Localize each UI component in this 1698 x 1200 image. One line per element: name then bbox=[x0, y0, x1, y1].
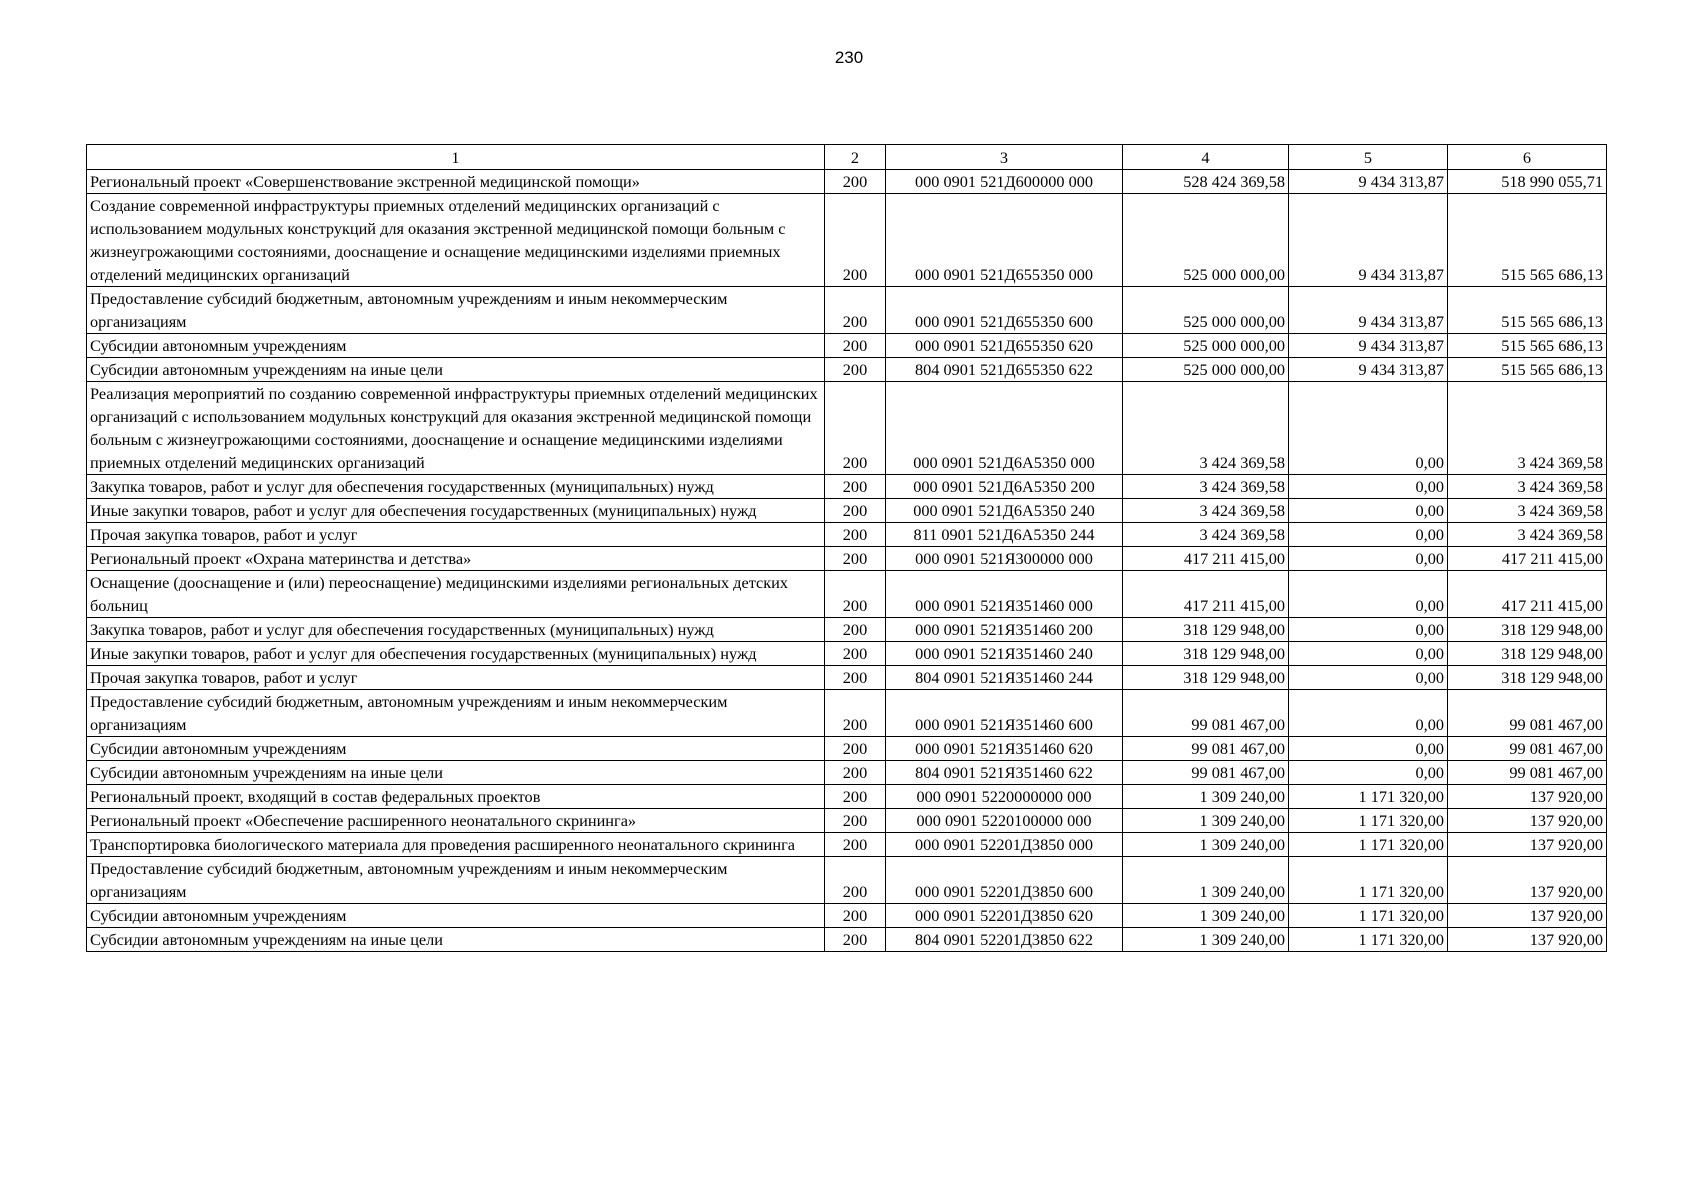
table-row bbox=[87, 737, 1607, 761]
row-code: 000 0901 521Д6А5350 000 bbox=[886, 382, 1123, 475]
table-row bbox=[87, 761, 1607, 785]
table-row bbox=[87, 618, 1607, 642]
column-header: 1 bbox=[87, 145, 825, 170]
row-value-4: 417 211 415,00 bbox=[1123, 571, 1289, 618]
row-value-5: 9 434 313,87 bbox=[1289, 287, 1448, 334]
table-row bbox=[87, 928, 1607, 952]
row-value-5: 1 171 320,00 bbox=[1289, 904, 1448, 928]
row-value-5: 9 434 313,87 bbox=[1289, 334, 1448, 358]
row-value-6: 137 920,00 bbox=[1448, 785, 1607, 809]
row-value-6: 3 424 369,58 bbox=[1448, 499, 1607, 523]
row-gr: 200 bbox=[825, 785, 886, 809]
row-value-5: 0,00 bbox=[1289, 475, 1448, 499]
row-gr: 200 bbox=[825, 571, 886, 618]
row-name: Предоставление субсидий бюджетным, автономным учреждениям и иным некоммерческим организациям bbox=[87, 287, 825, 334]
row-code: 811 0901 521Д6А5350 244 bbox=[886, 523, 1123, 547]
column-header: 5 bbox=[1289, 145, 1448, 170]
row-gr: 200 bbox=[825, 809, 886, 833]
row-value-6: 137 920,00 bbox=[1448, 809, 1607, 833]
row-gr: 200 bbox=[825, 287, 886, 334]
row-gr: 200 bbox=[825, 382, 886, 475]
row-value-5: 9 434 313,87 bbox=[1289, 194, 1448, 287]
row-code: 000 0901 521Д655350 000 bbox=[886, 194, 1123, 287]
row-gr: 200 bbox=[825, 761, 886, 785]
row-gr: 200 bbox=[825, 737, 886, 761]
row-value-5: 0,00 bbox=[1289, 761, 1448, 785]
row-value-4: 99 081 467,00 bbox=[1123, 761, 1289, 785]
row-code: 000 0901 521Д6А5350 200 bbox=[886, 475, 1123, 499]
table-row bbox=[87, 194, 1607, 287]
row-gr: 200 bbox=[825, 523, 886, 547]
row-value-5: 0,00 bbox=[1289, 737, 1448, 761]
row-code: 000 0901 521Д655350 620 bbox=[886, 334, 1123, 358]
row-value-4: 525 000 000,00 bbox=[1123, 358, 1289, 382]
row-gr: 200 bbox=[825, 904, 886, 928]
row-name: Региональный проект «Охрана материнства и детства» bbox=[87, 547, 825, 571]
row-code: 000 0901 5220100000 000 bbox=[886, 809, 1123, 833]
row-name: Закупка товаров, работ и услуг для обеспечения государственных (муниципальных) нужд bbox=[87, 475, 825, 499]
row-value-4: 3 424 369,58 bbox=[1123, 382, 1289, 475]
row-value-5: 1 171 320,00 bbox=[1289, 857, 1448, 904]
row-value-4: 1 309 240,00 bbox=[1123, 809, 1289, 833]
row-value-6: 318 129 948,00 bbox=[1448, 642, 1607, 666]
row-value-4: 1 309 240,00 bbox=[1123, 928, 1289, 952]
table-row bbox=[87, 523, 1607, 547]
row-value-4: 525 000 000,00 bbox=[1123, 334, 1289, 358]
row-value-4: 318 129 948,00 bbox=[1123, 642, 1289, 666]
row-value-5: 1 171 320,00 bbox=[1289, 785, 1448, 809]
row-code: 000 0901 521Д6А5350 240 bbox=[886, 499, 1123, 523]
table-row bbox=[87, 809, 1607, 833]
row-value-4: 318 129 948,00 bbox=[1123, 666, 1289, 690]
row-gr: 200 bbox=[825, 618, 886, 642]
row-name: Субсидии автономным учреждениям bbox=[87, 737, 825, 761]
row-name: Оснащение (дооснащение и (или) переоснащение) медицинскими изделиями региональных детских больниц bbox=[87, 571, 825, 618]
table-row bbox=[87, 334, 1607, 358]
row-value-5: 0,00 bbox=[1289, 523, 1448, 547]
row-code: 000 0901 521Я351460 240 bbox=[886, 642, 1123, 666]
row-value-4: 318 129 948,00 bbox=[1123, 618, 1289, 642]
row-value-4: 417 211 415,00 bbox=[1123, 547, 1289, 571]
row-name: Иные закупки товаров, работ и услуг для обеспечения государственных (муниципальных) нужд bbox=[87, 642, 825, 666]
row-code: 804 0901 521Д655350 622 bbox=[886, 358, 1123, 382]
column-header: 3 bbox=[886, 145, 1123, 170]
row-gr: 200 bbox=[825, 666, 886, 690]
row-code: 000 0901 521Я351460 000 bbox=[886, 571, 1123, 618]
row-name: Прочая закупка товаров, работ и услуг bbox=[87, 523, 825, 547]
row-value-6: 515 565 686,13 bbox=[1448, 287, 1607, 334]
row-gr: 200 bbox=[825, 857, 886, 904]
table-header bbox=[87, 145, 1607, 170]
row-value-6: 137 920,00 bbox=[1448, 833, 1607, 857]
row-value-5: 0,00 bbox=[1289, 642, 1448, 666]
row-name: Региональный проект, входящий в состав федеральных проектов bbox=[87, 785, 825, 809]
page-number: 230 bbox=[834, 48, 864, 67]
row-name: Реализация мероприятий по созданию современной инфраструктуры приемных отделений медицинских организаций с использованием модульных конструкций для оказания экстренной медицинской помощи больным с жизнеугрожающими состояниями, дооснащение и оснащение медицинскими изделиями приемных отделений медицинских организаций bbox=[87, 382, 825, 475]
table-row bbox=[87, 690, 1607, 737]
row-gr: 200 bbox=[825, 334, 886, 358]
row-value-6: 417 211 415,00 bbox=[1448, 547, 1607, 571]
row-code: 000 0901 52201Д3850 000 bbox=[886, 833, 1123, 857]
row-value-5: 0,00 bbox=[1289, 382, 1448, 475]
row-value-5: 0,00 bbox=[1289, 690, 1448, 737]
column-header: 2 bbox=[825, 145, 886, 170]
row-value-4: 3 424 369,58 bbox=[1123, 475, 1289, 499]
table-row bbox=[87, 571, 1607, 618]
row-value-5: 9 434 313,87 bbox=[1289, 170, 1448, 194]
row-value-6: 137 920,00 bbox=[1448, 857, 1607, 904]
row-value-6: 515 565 686,13 bbox=[1448, 194, 1607, 287]
row-value-6: 318 129 948,00 bbox=[1448, 666, 1607, 690]
row-code: 000 0901 5220000000 000 bbox=[886, 785, 1123, 809]
row-code: 000 0901 521Я300000 000 bbox=[886, 547, 1123, 571]
row-code: 000 0901 521Я351460 200 bbox=[886, 618, 1123, 642]
row-name: Предоставление субсидий бюджетным, автономным учреждениям и иным некоммерческим организациям bbox=[87, 690, 825, 737]
row-gr: 200 bbox=[825, 833, 886, 857]
row-name: Субсидии автономным учреждениям на иные цели bbox=[87, 928, 825, 952]
row-value-4: 1 309 240,00 bbox=[1123, 833, 1289, 857]
row-name: Предоставление субсидий бюджетным, автономным учреждениям и иным некоммерческим организациям bbox=[87, 857, 825, 904]
row-gr: 200 bbox=[825, 547, 886, 571]
row-value-4: 525 000 000,00 bbox=[1123, 194, 1289, 287]
row-code: 000 0901 521Я351460 600 bbox=[886, 690, 1123, 737]
row-name: Транспортировка биологического материала для проведения расширенного неонатального скрининга bbox=[87, 833, 825, 857]
row-name: Создание современной инфраструктуры приемных отделений медицинских организаций с использованием модульных конструкций для оказания экстренной медицинской помощи больным с жизнеугрожающими состояниями, дооснащение и оснащение медицинскими изделиями приемных отделений медицинских организаций bbox=[87, 194, 825, 287]
row-gr: 200 bbox=[825, 690, 886, 737]
table-row bbox=[87, 499, 1607, 523]
header-row bbox=[87, 145, 1607, 170]
row-code: 000 0901 521Я351460 620 bbox=[886, 737, 1123, 761]
row-value-6: 518 990 055,71 bbox=[1448, 170, 1607, 194]
row-value-5: 0,00 bbox=[1289, 547, 1448, 571]
row-gr: 200 bbox=[825, 499, 886, 523]
row-value-4: 3 424 369,58 bbox=[1123, 499, 1289, 523]
row-value-4: 1 309 240,00 bbox=[1123, 857, 1289, 904]
table-row bbox=[87, 666, 1607, 690]
row-code: 000 0901 52201Д3850 600 bbox=[886, 857, 1123, 904]
table-row bbox=[87, 475, 1607, 499]
row-name: Закупка товаров, работ и услуг для обеспечения государственных (муниципальных) нужд bbox=[87, 618, 825, 642]
budget-table bbox=[86, 144, 1607, 952]
row-value-5: 0,00 bbox=[1289, 666, 1448, 690]
row-code: 804 0901 521Я351460 622 bbox=[886, 761, 1123, 785]
row-name: Иные закупки товаров, работ и услуг для обеспечения государственных (муниципальных) нужд bbox=[87, 499, 825, 523]
table-row bbox=[87, 170, 1607, 194]
column-header: 6 bbox=[1448, 145, 1607, 170]
row-value-4: 3 424 369,58 bbox=[1123, 523, 1289, 547]
row-value-4: 99 081 467,00 bbox=[1123, 737, 1289, 761]
row-value-6: 99 081 467,00 bbox=[1448, 737, 1607, 761]
row-gr: 200 bbox=[825, 475, 886, 499]
table-row bbox=[87, 833, 1607, 857]
row-name: Субсидии автономным учреждениям bbox=[87, 334, 825, 358]
row-gr: 200 bbox=[825, 358, 886, 382]
column-header: 4 bbox=[1123, 145, 1289, 170]
row-value-5: 0,00 bbox=[1289, 571, 1448, 618]
row-value-4: 1 309 240,00 bbox=[1123, 904, 1289, 928]
row-value-6: 99 081 467,00 bbox=[1448, 761, 1607, 785]
row-gr: 200 bbox=[825, 928, 886, 952]
table-row bbox=[87, 287, 1607, 334]
row-value-4: 99 081 467,00 bbox=[1123, 690, 1289, 737]
row-value-4: 1 309 240,00 bbox=[1123, 785, 1289, 809]
row-value-5: 1 171 320,00 bbox=[1289, 928, 1448, 952]
table-row bbox=[87, 642, 1607, 666]
row-value-6: 3 424 369,58 bbox=[1448, 382, 1607, 475]
row-value-5: 1 171 320,00 bbox=[1289, 809, 1448, 833]
row-name: Субсидии автономным учреждениям bbox=[87, 904, 825, 928]
row-code: 000 0901 521Д600000 000 bbox=[886, 170, 1123, 194]
row-value-6: 3 424 369,58 bbox=[1448, 475, 1607, 499]
row-gr: 200 bbox=[825, 194, 886, 287]
table-row bbox=[87, 547, 1607, 571]
row-value-5: 1 171 320,00 bbox=[1289, 833, 1448, 857]
row-code: 804 0901 52201Д3850 622 bbox=[886, 928, 1123, 952]
table-row bbox=[87, 358, 1607, 382]
table-row bbox=[87, 857, 1607, 904]
row-code: 804 0901 521Я351460 244 bbox=[886, 666, 1123, 690]
row-value-6: 515 565 686,13 bbox=[1448, 358, 1607, 382]
row-value-6: 515 565 686,13 bbox=[1448, 334, 1607, 358]
row-gr: 200 bbox=[825, 642, 886, 666]
row-value-5: 9 434 313,87 bbox=[1289, 358, 1448, 382]
row-code: 000 0901 52201Д3850 620 bbox=[886, 904, 1123, 928]
row-value-6: 137 920,00 bbox=[1448, 904, 1607, 928]
table-body bbox=[87, 170, 1607, 952]
row-value-6: 99 081 467,00 bbox=[1448, 690, 1607, 737]
row-value-4: 528 424 369,58 bbox=[1123, 170, 1289, 194]
row-gr: 200 bbox=[825, 170, 886, 194]
table-row bbox=[87, 785, 1607, 809]
row-value-6: 3 424 369,58 bbox=[1448, 523, 1607, 547]
row-value-4: 525 000 000,00 bbox=[1123, 287, 1289, 334]
row-value-6: 137 920,00 bbox=[1448, 928, 1607, 952]
row-value-6: 318 129 948,00 bbox=[1448, 618, 1607, 642]
table-row bbox=[87, 904, 1607, 928]
row-value-5: 0,00 bbox=[1289, 618, 1448, 642]
table-row bbox=[87, 382, 1607, 475]
row-name: Прочая закупка товаров, работ и услуг bbox=[87, 666, 825, 690]
row-code: 000 0901 521Д655350 600 bbox=[886, 287, 1123, 334]
row-value-5: 0,00 bbox=[1289, 499, 1448, 523]
row-name: Региональный проект «Совершенствование экстренной медицинской помощи» bbox=[87, 170, 825, 194]
row-name: Субсидии автономным учреждениям на иные цели bbox=[87, 761, 825, 785]
row-value-6: 417 211 415,00 bbox=[1448, 571, 1607, 618]
row-name: Субсидии автономным учреждениям на иные цели bbox=[87, 358, 825, 382]
row-name: Региональный проект «Обеспечение расширенного неонатального скрининга» bbox=[87, 809, 825, 833]
